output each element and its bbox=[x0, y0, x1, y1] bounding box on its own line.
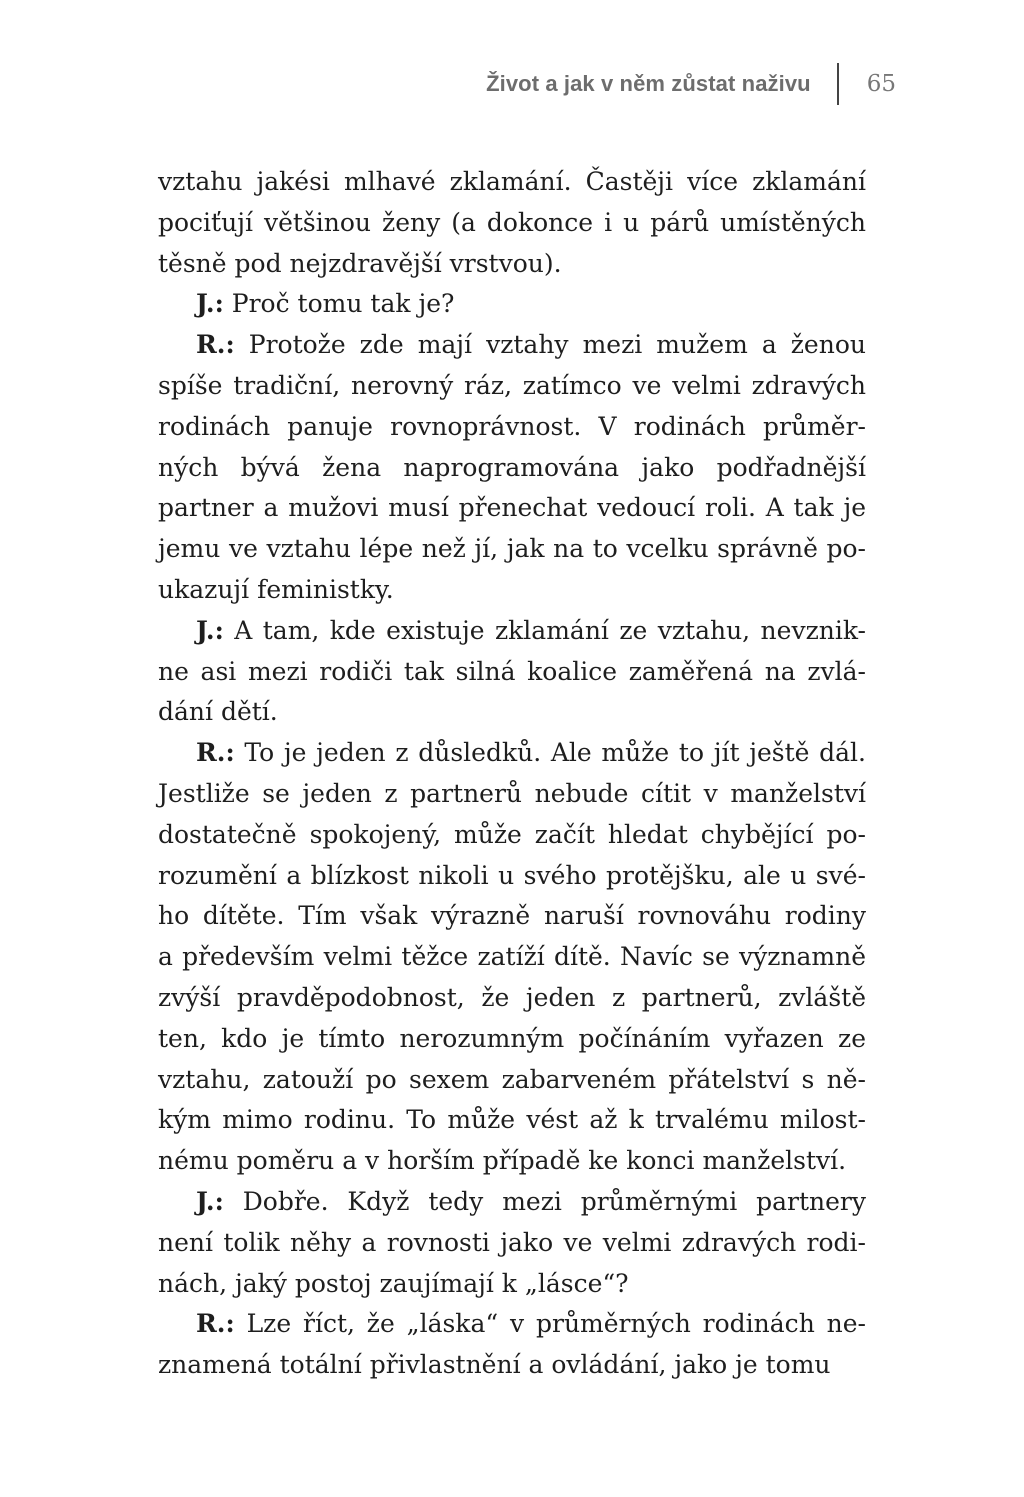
running-header bbox=[486, 62, 896, 106]
text-line bbox=[158, 1345, 866, 1386]
text-line bbox=[158, 366, 866, 407]
text-line bbox=[158, 1223, 866, 1264]
speaker-label: J.: bbox=[196, 1186, 224, 1216]
text-line bbox=[158, 774, 866, 815]
running-title: Život a jak v něm zůstat naživu bbox=[486, 71, 811, 96]
line-text: není tolik něhy a rovnosti jako ve velmi zdravých rodi- bbox=[158, 1227, 866, 1257]
text-line bbox=[158, 856, 866, 897]
text-line bbox=[158, 1264, 866, 1305]
line-text: Protože zde mají vztahy mezi mužem a ženou bbox=[234, 330, 866, 360]
text-line bbox=[158, 652, 866, 693]
line-text: těsně pod nejzdravější vrstvou). bbox=[158, 248, 562, 278]
line-text: jemu ve vztahu lépe než jí, jak na to vcelku správně po- bbox=[158, 534, 866, 564]
header-divider bbox=[837, 63, 839, 105]
line-text: ten, kdo je tímto nerozumným počínáním vyřazen ze bbox=[158, 1023, 866, 1053]
text-line bbox=[158, 1141, 866, 1182]
line-text: dání dětí. bbox=[158, 697, 278, 727]
text-line bbox=[158, 611, 866, 652]
speaker-label: J.: bbox=[196, 289, 224, 319]
line-text: Dobře. Když tedy mezi průměrnými partnery bbox=[223, 1186, 866, 1216]
paragraph bbox=[158, 325, 866, 611]
body-text bbox=[158, 162, 866, 1386]
speaker-label: R.: bbox=[196, 738, 235, 768]
text-line bbox=[158, 407, 866, 448]
text-line bbox=[158, 1182, 866, 1223]
line-text: vztahu, zatouží po sexem zabarveném přátelství s ně- bbox=[158, 1064, 866, 1094]
speaker-label: J.: bbox=[196, 615, 224, 645]
line-text: zvýší pravděpodobnost, že jeden z partnerů, zvláště bbox=[158, 982, 866, 1012]
page-number: 65 bbox=[866, 71, 896, 97]
text-line bbox=[158, 1060, 866, 1101]
text-line bbox=[158, 244, 866, 285]
line-text: kým mimo rodinu. To může vést až k trvalému milost- bbox=[158, 1105, 866, 1135]
text-line bbox=[158, 815, 866, 856]
text-line bbox=[158, 203, 866, 244]
line-text: a především velmi těžce zatíží dítě. Navíc se významně bbox=[158, 942, 866, 972]
line-text: pociťují většinou ženy (a dokonce i u párů umístěných bbox=[158, 207, 866, 237]
text-line bbox=[158, 937, 866, 978]
line-text: partner a mužovi musí přenechat vedoucí roli. A tak je bbox=[158, 493, 866, 523]
text-line bbox=[158, 325, 866, 366]
line-text: ho dítěte. Tím však výrazně naruší rovnováhu rodiny bbox=[158, 901, 866, 931]
text-line bbox=[158, 733, 866, 774]
text-line bbox=[158, 448, 866, 489]
text-line bbox=[158, 162, 866, 203]
paragraph bbox=[158, 284, 866, 325]
line-text: rozumění a blízkost nikoli u svého protějšku, ale u své- bbox=[158, 860, 866, 890]
text-line bbox=[158, 284, 866, 325]
paragraph bbox=[158, 611, 866, 733]
line-text: dostatečně spokojený, může začít hledat chybějící po- bbox=[158, 819, 866, 849]
line-text: Jestliže se jeden z partnerů nebude cítit v manželství bbox=[158, 778, 866, 808]
text-line bbox=[158, 488, 866, 529]
text-line bbox=[158, 1304, 866, 1345]
text-line bbox=[158, 570, 866, 611]
line-text: spíše tradiční, nerovný ráz, zatímco ve velmi zdravých bbox=[158, 370, 866, 400]
paragraph bbox=[158, 1182, 866, 1304]
text-line bbox=[158, 1100, 866, 1141]
text-line bbox=[158, 529, 866, 570]
line-text: nému poměru a v horším případě ke konci manželství. bbox=[158, 1146, 847, 1176]
line-text: vztahu jakési mlhavé zklamání. Častěji více zklamání bbox=[158, 167, 866, 196]
line-text: ukazují feministky. bbox=[158, 574, 394, 604]
line-text: To je jeden z důsledků. Ale může to jít ještě dál. bbox=[234, 738, 866, 768]
paragraph bbox=[158, 1304, 866, 1386]
text-line bbox=[158, 978, 866, 1019]
line-text: A tam, kde existuje zklamání ze vztahu, nevznik- bbox=[223, 615, 866, 645]
line-text: znamená totální přivlastnění a ovládání, jako je tomu bbox=[158, 1350, 831, 1380]
line-text: rodinách panuje rovnoprávnost. V rodinách průměr- bbox=[158, 411, 866, 441]
text-line bbox=[158, 692, 866, 733]
line-text: Lze říct, že „láska“ v průměrných rodinách ne- bbox=[234, 1309, 866, 1339]
line-text: Proč tomu tak je? bbox=[223, 289, 455, 319]
text-line bbox=[158, 896, 866, 937]
paragraph bbox=[158, 733, 866, 1182]
line-text: nách, jaký postoj zaujímají k „lásce“? bbox=[158, 1268, 629, 1298]
line-text: ne asi mezi rodiči tak silná koalice zaměřená na zvlá- bbox=[158, 656, 866, 686]
speaker-label: R.: bbox=[196, 330, 235, 360]
line-text: ných bývá žena naprogramována jako podřadnější bbox=[158, 452, 866, 482]
speaker-label: R.: bbox=[196, 1309, 235, 1339]
paragraph bbox=[158, 162, 866, 284]
text-line bbox=[158, 1019, 866, 1060]
